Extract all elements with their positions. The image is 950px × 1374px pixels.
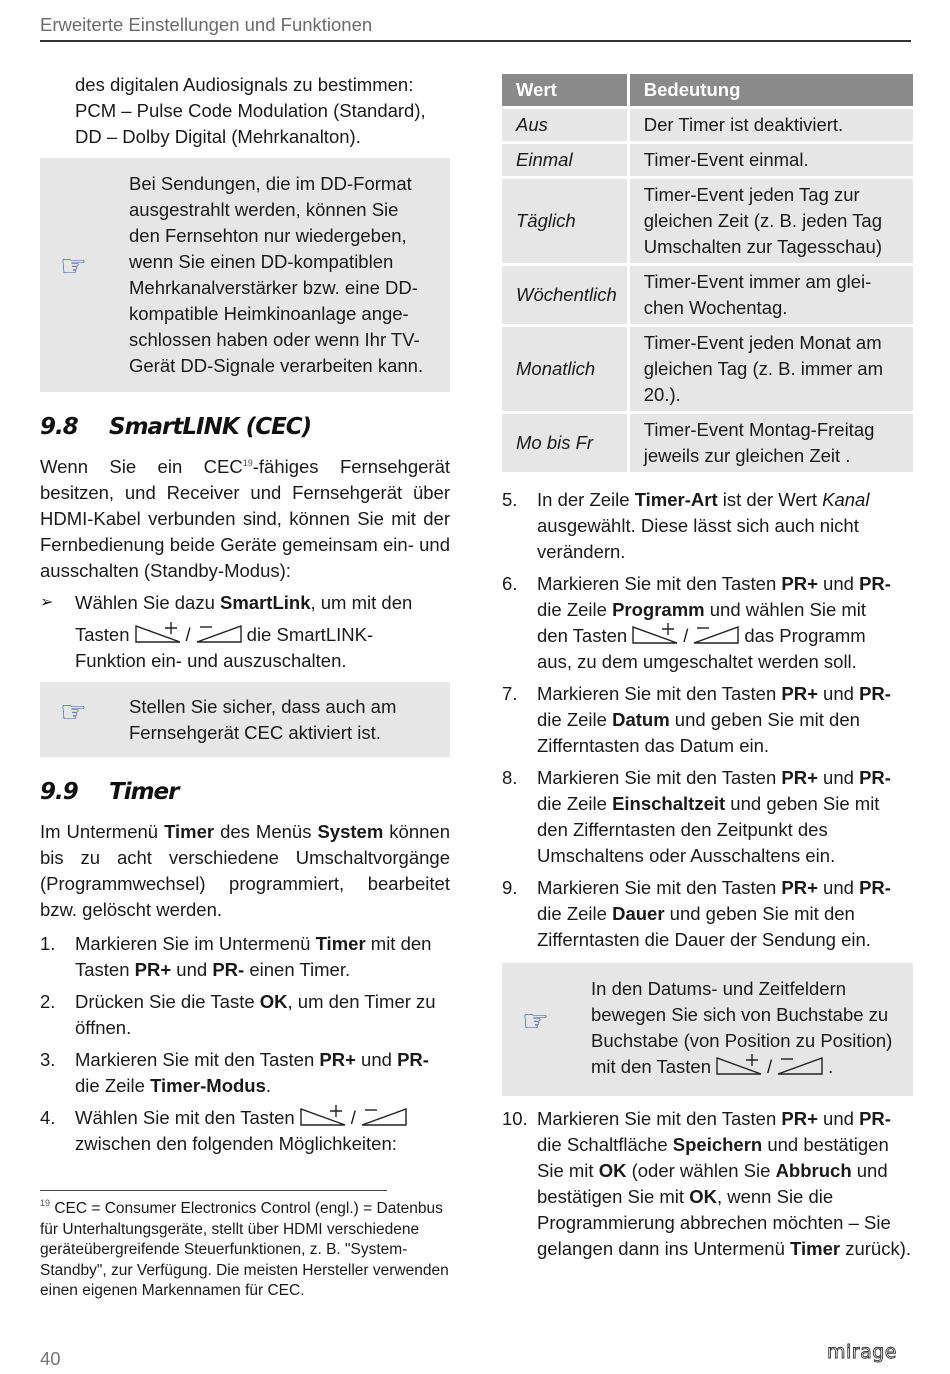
text: und wählen Sie mit — [704, 599, 867, 620]
text: PR- — [859, 767, 891, 788]
step-number: 8. — [502, 767, 518, 788]
cell-bedeutung: Timer-Event jeden Monat am gleichen Tag (z. B. immer am 20.). — [630, 327, 913, 411]
text: die Zeile — [537, 709, 613, 730]
text: -fähiges Fernsehgerät besitzen, und Receiver und Fernsehgerät über HDMI-Kabel verbunden sind, können Sie mit der Fernbedienung beide Geräte gemeinsam ein- und ausschalten (Standby-Modus): — [40, 456, 450, 581]
text: Timer — [790, 1238, 841, 1259]
note-box-dolby — [40, 158, 450, 392]
step-7 — [502, 681, 913, 759]
cell-wert: Mo bis Fr — [502, 414, 630, 472]
text: Drücken Sie die Taste — [75, 991, 260, 1012]
text: (oder wählen Sie — [626, 1160, 776, 1181]
smartlink-bullet — [40, 590, 450, 674]
table-row — [502, 179, 913, 263]
table-row — [502, 144, 913, 176]
text: und — [355, 1049, 398, 1070]
pointing-hand-icon: ☞ — [60, 695, 87, 730]
text: , wenn Sie die Programmierung abbrechen möchten – Sie gelangen dann ins Untermenü — [537, 1186, 891, 1259]
section-heading-timer — [40, 779, 450, 811]
header-title: Erweiterte Einstellungen und Funktionen — [40, 14, 373, 35]
table-row — [502, 266, 913, 324]
note-line: kompatible Heimkinoanlage ange- — [129, 303, 409, 324]
text: Funktion ein- und auszuschalten. — [75, 650, 347, 671]
step-number: 9. — [502, 877, 518, 898]
text: System — [317, 821, 384, 842]
note-line: ausgestrahlt werden, können Sie — [129, 199, 399, 220]
text: PR+ — [134, 959, 172, 980]
step-8 — [502, 765, 913, 869]
text: die Schaltfläche — [537, 1134, 673, 1155]
footnote-divider — [40, 1190, 387, 1191]
intro-line: des digitalen Audiosignals zu bestimmen: — [75, 74, 414, 95]
table-row — [502, 109, 913, 141]
text: , um mit den — [310, 592, 413, 613]
text: PR+ — [319, 1049, 356, 1070]
column-header-bedeutung: Bedeutung — [630, 74, 913, 106]
step-3 — [40, 1047, 450, 1099]
cell-wert: Täglich — [502, 179, 630, 263]
text: Markieren Sie mit den Tasten — [537, 877, 782, 898]
note-text — [502, 976, 913, 1080]
text: / — [766, 1056, 773, 1077]
step-1 — [40, 931, 450, 983]
text: PR- — [212, 959, 245, 980]
text: SmartLink — [220, 592, 311, 613]
step-number: 1. — [40, 933, 56, 954]
text: und — [817, 683, 860, 704]
note-text — [40, 171, 450, 379]
step-number: 2. — [40, 991, 56, 1012]
running-header — [40, 12, 911, 42]
note-line: Gerät DD-Signale verarbeiten kann. — [129, 355, 424, 376]
note-line: Bei Sendungen, die im DD-Format — [129, 173, 412, 194]
step-number: 3. — [40, 1049, 56, 1070]
cell-bedeutung: Timer-Event Montag-Freitag jeweils zur gleichen Zeit . — [630, 414, 913, 472]
text: und bestätigen Sie mit — [537, 1134, 889, 1181]
text: / — [185, 624, 191, 645]
step-9 — [502, 875, 913, 953]
text: In der Zeile — [537, 489, 635, 510]
pr-minus-key-icon — [195, 622, 243, 644]
smartlink-paragraph — [40, 454, 450, 584]
text: Tasten — [75, 624, 130, 645]
note-line: Fernsehgerät CEC aktiviert ist. — [129, 722, 381, 743]
text: / — [683, 625, 689, 646]
text: Timer-Modus — [150, 1075, 266, 1096]
section-number: 9.9 — [40, 779, 78, 805]
text: können bis zu acht verschiedene Umschaltvorgänge (Programmwechsel) programmiert, bearbeitet bzw. gelöscht werden. — [40, 821, 450, 920]
section-heading-smartlink — [40, 414, 450, 446]
note-box-cec — [40, 682, 450, 757]
page-number: 40 — [40, 1348, 61, 1369]
step-number: 6. — [502, 573, 518, 594]
text: PR+ — [781, 1108, 818, 1129]
text: des Menüs — [214, 821, 318, 842]
cell-wert: Monatlich — [502, 327, 630, 411]
text: Speichern — [672, 1134, 763, 1155]
step-number: 7. — [502, 683, 518, 704]
text: Datum — [612, 709, 670, 730]
text: Im Untermenü — [40, 821, 165, 842]
text: und bestätigen Sie mit — [537, 1160, 888, 1207]
text: das Programm — [744, 625, 866, 646]
note-line: Stellen Sie sicher, dass auch am — [129, 696, 397, 717]
step-6 — [502, 571, 913, 675]
text: Wenn Sie ein CEC — [40, 456, 243, 477]
text: und geben Sie mit den Zifferntasten den Zeitpunkt des Umschaltens oder Ausschaltens ein. — [537, 793, 880, 866]
text: Kanal — [822, 489, 870, 510]
text: OK — [689, 1186, 717, 1207]
text: PR- — [859, 1108, 891, 1129]
table-row — [502, 414, 913, 472]
text: Markieren Sie mit den Tasten — [75, 1049, 320, 1070]
footnote-text: CEC = Consumer Electronics Control (engl.) = Datenbus für Unterhaltungsgeräte, stellt über HDMI verschiedene geräteübergreifende Steuerfunktionen, z. B. "System-Standby", zur Verfügung. Die meisten Hersteller verwenden einen eigenen Markennamen für CEC. — [40, 1200, 449, 1299]
text: PR+ — [781, 877, 818, 898]
step-number: 5. — [502, 489, 518, 510]
pr-minus-key-icon — [360, 1105, 408, 1127]
intro-line: PCM – Pulse Code Modulation (Standard), — [75, 100, 426, 121]
note-line: wenn Sie einen DD-kompatiblen — [129, 251, 394, 272]
cell-wert: Wöchentlich — [502, 266, 630, 324]
text: ist der Wert — [717, 489, 823, 510]
text: Programm — [612, 599, 705, 620]
arrow-bullet-icon: ➢ — [40, 594, 54, 611]
text: den Tasten — [537, 625, 628, 646]
text: PR- — [859, 877, 891, 898]
mirage-logo — [827, 1342, 911, 1373]
text: und — [171, 959, 213, 980]
table-header-row — [502, 74, 913, 106]
text: die Zeile — [537, 903, 613, 924]
step-4 — [40, 1105, 450, 1157]
footnote-number: 19 — [40, 1198, 51, 1208]
table-row — [502, 327, 913, 411]
text: PR+ — [781, 573, 818, 594]
text: und — [817, 573, 860, 594]
pr-plus-key-icon — [631, 623, 679, 645]
intro-paragraph — [40, 72, 450, 150]
text: ausgewählt. Diese lässt sich auch nicht verändern. — [537, 515, 859, 562]
intro-line: DD – Dolby Digital (Mehrkanalton). — [75, 126, 361, 147]
text: die SmartLINK- — [246, 624, 374, 645]
mirage-logo-icon — [827, 1342, 911, 1366]
pr-plus-key-icon — [134, 622, 182, 644]
text: und geben Sie mit den Zifferntasten die Dauer der Sendung ein. — [537, 903, 871, 950]
text: PR- — [859, 683, 891, 704]
text: PR+ — [781, 767, 818, 788]
text: , um den Timer zu öffnen. — [75, 991, 436, 1038]
timer-paragraph — [40, 819, 450, 923]
section-title: Timer — [109, 779, 179, 805]
step-number: 10. — [502, 1108, 528, 1129]
text: Markieren Sie mit den Tasten — [537, 1108, 782, 1129]
step-5 — [502, 487, 913, 565]
text: / — [350, 1107, 356, 1128]
text: aus, zu dem umgeschaltet werden soll. — [537, 651, 857, 672]
text: Einschaltzeit — [612, 793, 726, 814]
steps-continued — [502, 487, 913, 953]
pr-plus-key-icon — [299, 1105, 347, 1127]
cell-wert: Einmal — [502, 144, 630, 176]
text: Timer — [164, 821, 215, 842]
note-line: Mehrkanalverstärker bzw. eine DD- — [129, 277, 418, 298]
left-column — [40, 72, 450, 1163]
text: In den Datums- und Zeitfeldern bewegen Sie sich von Buchstabe zu Buchstabe (von Position zu Position) mit den Tasten — [591, 978, 893, 1077]
text: und geben Sie mit den Zifferntasten das Datum ein. — [537, 709, 860, 756]
cell-bedeutung: Timer-Event einmal. — [630, 144, 913, 176]
text: PR- — [397, 1049, 429, 1070]
note-box-date-fields — [502, 963, 913, 1096]
text: Wählen Sie mit den Tasten — [75, 1107, 295, 1128]
text: und — [817, 877, 860, 898]
text: Timer — [315, 933, 366, 954]
cell-bedeutung: Der Timer ist deaktiviert. — [630, 109, 913, 141]
pointing-hand-icon: ☞ — [522, 1004, 549, 1039]
right-column — [502, 74, 913, 1268]
step-10 — [502, 1106, 913, 1262]
text: PR+ — [781, 683, 818, 704]
column-header-wert: Wert — [502, 74, 630, 106]
text: OK — [598, 1160, 627, 1181]
text: OK — [259, 991, 288, 1012]
section-number: 9.8 — [40, 414, 78, 440]
pr-minus-key-icon — [692, 623, 740, 645]
text: PR- — [859, 573, 891, 594]
pointing-hand-icon: ☞ — [60, 249, 87, 284]
section-title: SmartLINK (CEC) — [109, 414, 312, 440]
text: Markieren Sie mit den Tasten — [537, 683, 782, 704]
text: die Zeile — [75, 1075, 151, 1096]
text: die Zeile — [537, 599, 613, 620]
timer-mode-table — [502, 71, 913, 475]
logo-text: mirage — [827, 1342, 897, 1363]
note-line: den Fernsehton nur wiedergeben, — [129, 225, 407, 246]
text: Timer-Art — [634, 489, 718, 510]
text: zwischen den folgenden Möglichkeiten: — [75, 1133, 397, 1154]
note-text — [40, 694, 450, 746]
pr-plus-key-icon — [715, 1054, 763, 1076]
footnote-19 — [40, 1199, 450, 1302]
text: und — [817, 1108, 860, 1129]
text: Wählen Sie dazu — [75, 592, 221, 613]
text: Markieren Sie im Untermenü — [75, 933, 316, 954]
text: und — [817, 767, 860, 788]
text: . — [265, 1075, 272, 1096]
text: einen Timer. — [244, 959, 351, 980]
text: Dauer — [612, 903, 665, 924]
footnote-ref[interactable]: 19 — [242, 458, 253, 468]
text: . — [828, 1056, 834, 1077]
text: Markieren Sie mit den Tasten — [537, 573, 782, 594]
cell-bedeutung: Timer-Event jeden Tag zur gleichen Zeit (z. B. jeden Tag Umschalten zur Tagesschau) — [630, 179, 913, 263]
text: zurück). — [840, 1238, 911, 1259]
step-2 — [40, 989, 450, 1041]
text: mit den Tasten — [75, 933, 432, 980]
step-number: 4. — [40, 1107, 56, 1128]
text: Abbruch — [775, 1160, 852, 1181]
text: die Zeile — [537, 793, 613, 814]
note-line: schlossen haben oder wenn Ihr TV- — [129, 329, 420, 350]
cell-bedeutung: Timer-Event immer am glei-chen Wochentag. — [630, 266, 913, 324]
pr-minus-key-icon — [776, 1054, 824, 1076]
text: Markieren Sie mit den Tasten — [537, 767, 782, 788]
cell-wert: Aus — [502, 109, 630, 141]
